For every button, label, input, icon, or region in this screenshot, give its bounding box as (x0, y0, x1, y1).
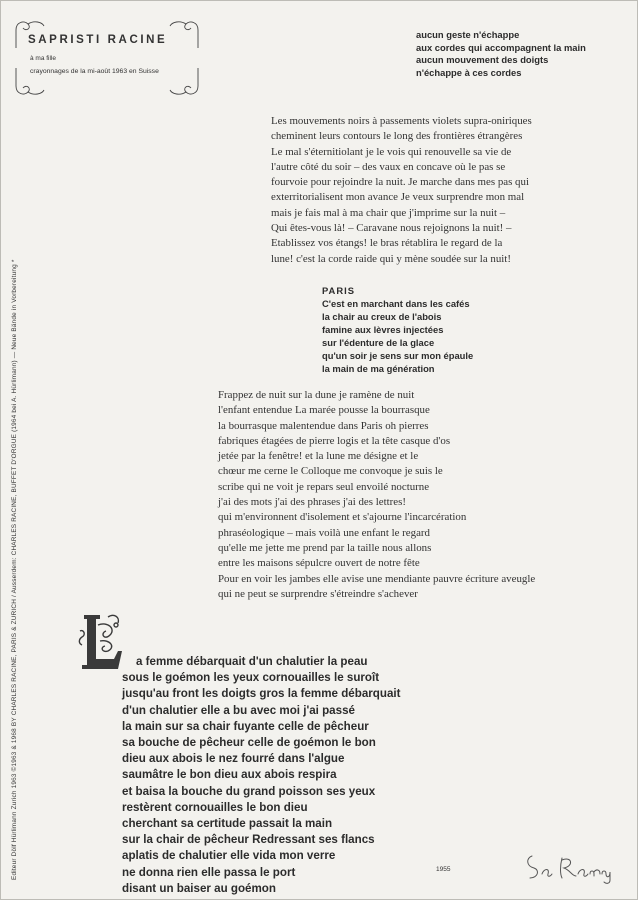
poem-line: a femme débarquait d'un chalutier la peau (136, 655, 368, 668)
stanza-line: aucun mouvement des doigts (416, 54, 549, 66)
final-poem (122, 654, 400, 897)
poem-line: Le mal s'éternitiolant je le vois qui renouvelle sa vie de (271, 145, 512, 158)
poem-line: j'ai des mots j'ai des phrases j'ai des lettres! (218, 496, 406, 509)
prose-poem-1 (271, 114, 532, 267)
year-label: 1955 (436, 866, 451, 873)
poem-line: saumâtre le bon dieu aux abois respira (122, 768, 337, 782)
paris-poem (322, 298, 473, 375)
poem-line: aplatis de chalutier elle vida mon verre (122, 849, 336, 863)
dedication: à ma fille (30, 55, 57, 62)
poem-line: qu'elle me jette me prend par la taille nous allons (218, 541, 432, 554)
poem-line: fabriques étagées de pierre logis et la tête casque d'os (218, 434, 451, 447)
poem-line: disant un baiser au goémon (122, 881, 276, 895)
poem-line: Les mouvements noirs à passements violets supra-oniriques (271, 115, 532, 127)
poem-line: jetée par la fenêtre! et la lune me désigne et le (218, 450, 419, 463)
poem-line: phraséologique – mais voilà une enfant le regard (218, 526, 430, 539)
poem-line: qui m'environnent d'isolement et s'ajourne l'incarcération (218, 511, 467, 524)
poem-line: l'autre côté du soir – des vaux en concave où le pas se (271, 160, 506, 173)
poem-line: sur la chair de pêcheur Redressant ses flancs (122, 833, 375, 847)
poem-line: sur l'édenture de la glace (322, 336, 435, 348)
poem-line: sa bouche de pêcheur celle de goémon le bon (122, 736, 376, 750)
epigraph-stanza (416, 29, 586, 79)
poem-line: Etablissez vos étangs! le bras rétablira le regard de la (271, 237, 503, 250)
title-cartouche (14, 18, 200, 98)
stanza-line: aucun geste n'échappe (416, 29, 520, 40)
poem-line: la main sur sa chair fuyante celle de pêcheur (122, 719, 369, 733)
poem-line: dieu aux abois le nez fourré dans l'algue (122, 752, 345, 766)
poem-line: d'un chalutier elle a bu avec moi j'ai passé (122, 703, 355, 717)
book-title: SAPRISTI RACINE (28, 34, 168, 46)
stanza-line: n'échappe à ces cordes (416, 66, 522, 78)
illuminated-drop-cap-icon (78, 611, 124, 673)
poem-line: mais je fais mal à ma chair que j'imprime sur la nuit – (271, 206, 506, 219)
poem-line: chœur me cerne le Colloque me convoque je suis le (218, 465, 443, 478)
poem-line: lune! c'est la corde raide qui y mène soudée sur la nuit! (271, 252, 511, 265)
poem-line: la chair au creux de l'abois (322, 310, 442, 322)
poem-line: C'est en marchant dans les cafés (322, 298, 470, 309)
poem-line: Pour en voir les jambes elle avise une mendiante pauvre écriture aveugle (218, 572, 536, 585)
stanza-line: aux cordes qui accompagnent la main (416, 41, 586, 53)
poem-line: qu'un soir je sens sur mon épaule (322, 349, 474, 361)
poem-line: cherchant sa certitude passait la main (122, 817, 333, 831)
poem-line: Qui êtes-vous là! – Caravane nous rejoignons la nuit! – (271, 222, 512, 235)
poem-line: fourvoie pour rejoindre la nuit. Je marche dans mes pas qui (271, 176, 529, 189)
poem-line: famine aux lèvres injectées (322, 323, 444, 335)
poem-line: entre les maisons sépulcre ouvert de notre fête (218, 557, 420, 570)
poem-line: Frappez de nuit sur la dune je ramène de nuit (218, 389, 415, 401)
poem-line: cheminent leurs contours le long des frontières étrangères (271, 130, 523, 143)
paris-heading: PARIS (322, 285, 355, 296)
poem-line: et baisa la bouche du grand poisson ses yeux (122, 784, 376, 798)
book-subtitle: crayonnages de la mi-août 1963 en Suisse (30, 68, 159, 75)
vertical-imprint: Editeur Dölf Hürlimann Zurich 1963 ©1963 & 1968 BY CHARLES RACINE, PARIS & ZURICH / Ausserdem: CHARLES RACINE, BUFFET D'ORGUE (1964 bei A. Hürlimann) — Neue Bände in Vorbereitung * (11, 259, 18, 880)
poem-line: l'enfant entendue La marée pousse la bourrasque (218, 404, 430, 417)
poem-line: sous le goémon les yeux cornouailles le suroît (122, 671, 380, 685)
poem-line: ne donna rien elle passa le port (122, 865, 296, 879)
poem-line: jusqu'au front les doigts gros la femme débarquait (122, 687, 401, 701)
poem-line: exterritorialisent mon avance Je veux surprendre mon mal (271, 191, 525, 204)
prose-poem-2 (218, 388, 535, 602)
handwritten-signature-icon (522, 846, 622, 886)
poem-line: la bourrasque malentendue dans Paris oh pierres (218, 419, 429, 432)
poem-line: scribe qui ne voit je repars seul envoilé nocturne (218, 480, 430, 493)
poem-line: la main de ma génération (322, 362, 435, 374)
poem-line: qui ne peut se surprendre s'étreindre s'achever (218, 587, 418, 600)
poem-line: restèrent cornouailles le bon dieu (122, 800, 308, 814)
